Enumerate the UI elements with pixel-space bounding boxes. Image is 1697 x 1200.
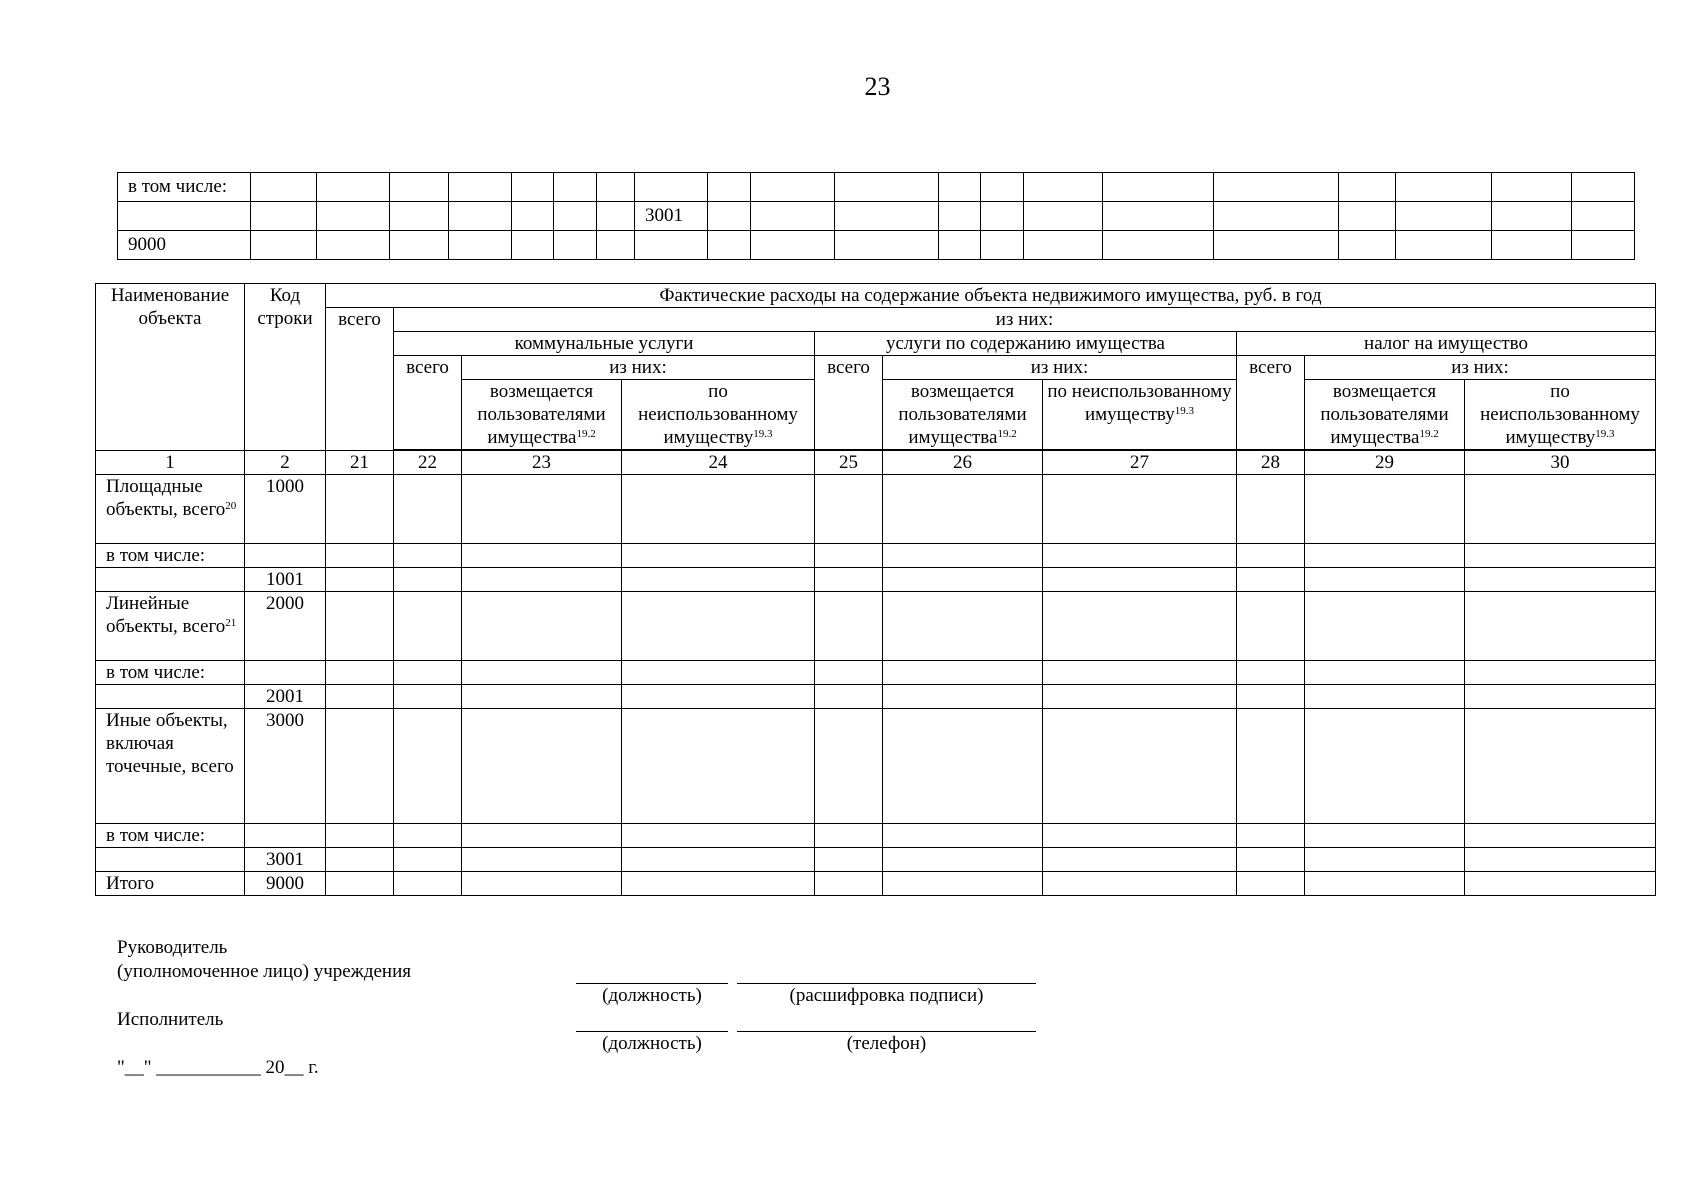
row-name: Площадные объекты, всего$^{20}$ — [96, 475, 245, 544]
table-row — [96, 568, 1656, 592]
header-sub-of-them: из них: — [1305, 356, 1656, 380]
date-line: "__" ___________ 20__ г. — [117, 1057, 319, 1078]
row-label: 9000 — [118, 231, 251, 260]
header-reimbursed: возмещается пользователями имущества$^{19.2}$ — [462, 380, 622, 450]
row-code: 9000 — [245, 872, 326, 896]
row-code: 3001 — [634, 202, 707, 231]
row-name: Иные объекты, включая точечные, всего — [96, 709, 245, 824]
table-row — [96, 824, 1656, 848]
row-code: 1000 — [245, 475, 326, 544]
table-row — [96, 848, 1656, 872]
header-maintenance: услуги по содержанию имущества — [815, 332, 1237, 356]
column-number: 30 — [1465, 451, 1656, 475]
row-name — [96, 848, 245, 872]
row-name: в том числе: — [96, 544, 245, 568]
position-caption: (должность) — [602, 985, 702, 1006]
row-name — [96, 685, 245, 709]
position-line — [576, 983, 728, 984]
table-row — [118, 231, 1635, 260]
table-row — [96, 475, 1656, 544]
header-unused: по неиспользованному имуществу$^{19.3}$ — [1043, 380, 1237, 450]
head-label-line-2: (уполномоченное лицо) учреждения — [117, 961, 411, 982]
header-utilities: коммунальные услуги — [394, 332, 815, 356]
header-sub-of-them: из них: — [462, 356, 815, 380]
row-name: Итого — [96, 872, 245, 896]
table-row — [118, 173, 1635, 202]
row-code: 3000 — [245, 709, 326, 824]
row-code: 2000 — [245, 592, 326, 661]
page-number: 23 — [864, 72, 891, 101]
row-code — [634, 173, 707, 202]
column-number: 28 — [1237, 451, 1305, 475]
row-code — [245, 661, 326, 685]
header-subtotal: всего — [394, 356, 462, 450]
table-row — [96, 685, 1656, 709]
header-unused: по неиспользованному имуществу$^{19.3}$ — [622, 380, 815, 450]
header-total: всего — [326, 308, 394, 451]
header-subtotal: всего — [815, 356, 883, 450]
table-row — [96, 661, 1656, 685]
row-name: в том числе: — [96, 661, 245, 685]
row-code — [245, 544, 326, 568]
table-row — [96, 709, 1656, 824]
header-unused: по неиспользованному имуществу$^{19.3}$ — [1465, 380, 1656, 450]
column-number: 27 — [1043, 451, 1237, 475]
position-caption-2: (должность) — [602, 1033, 702, 1054]
table-row — [118, 202, 1635, 231]
header-name: Наименование объекта — [96, 284, 245, 451]
row-code: 1001 — [245, 568, 326, 592]
column-number: 29 — [1305, 451, 1465, 475]
row-code — [634, 231, 707, 260]
signature-line — [737, 983, 1036, 984]
position-line-2 — [576, 1031, 728, 1032]
row-code — [245, 824, 326, 848]
phone-caption: (телефон) — [846, 1033, 927, 1054]
row-code: 2001 — [245, 685, 326, 709]
header-code: Код строки — [245, 284, 326, 451]
header-reimbursed: возмещается пользователями имущества$^{19.2}$ — [883, 380, 1043, 450]
header-property-tax: налог на имущество — [1237, 332, 1656, 356]
table-row — [96, 592, 1656, 661]
row-label — [118, 202, 251, 231]
expenses-table — [95, 283, 1656, 896]
column-number: 23 — [462, 451, 622, 475]
column-number: 24 — [622, 451, 815, 475]
table-row-total — [96, 872, 1656, 896]
table-row — [96, 544, 1656, 568]
signature-caption: (расшифровка подписи) — [789, 985, 984, 1006]
phone-line — [737, 1031, 1036, 1032]
column-number: 1 — [96, 451, 245, 475]
header-sub-of-them: из них: — [883, 356, 1237, 380]
continuation-table — [117, 172, 1635, 260]
column-number: 21 — [326, 451, 394, 475]
column-number: 26 — [883, 451, 1043, 475]
header-group-title: Фактические расходы на содержание объекта недвижимого имущества, руб. в год — [326, 284, 1656, 308]
row-code: 3001 — [245, 848, 326, 872]
head-label — [117, 936, 411, 984]
row-name: в том числе: — [96, 824, 245, 848]
column-numbers-row — [96, 451, 1656, 475]
executor-label: Исполнитель — [117, 1009, 224, 1030]
head-label-line-1: Руководитель — [117, 937, 228, 958]
column-number: 25 — [815, 451, 883, 475]
column-number: 22 — [394, 451, 462, 475]
row-name: Линейные объекты, всего$^{21}$ — [96, 592, 245, 661]
header-subtotal: всего — [1237, 356, 1305, 450]
column-number: 2 — [245, 451, 326, 475]
header-of-them: из них: — [394, 308, 1656, 332]
row-name — [96, 568, 245, 592]
row-label: в том числе: — [118, 173, 251, 202]
header-reimbursed: возмещается пользователями имущества$^{19.2}$ — [1305, 380, 1465, 450]
